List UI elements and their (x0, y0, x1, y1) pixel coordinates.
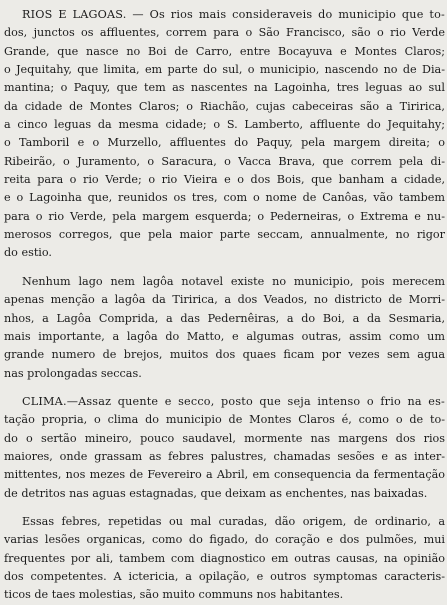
text-line: da cidade de Montes Claros; o Riachão, cujas cabeceiras são a Tiririca, (4, 99, 445, 113)
text-line: e o Lagoinha que, reunidos os tres, com o nome de Canôas, vão tambem (4, 191, 445, 205)
document-page (4, 6, 445, 602)
text-line: Ribeirão, o Juramento, o Saracura, o Vacca Brava, que correm pela di- (4, 154, 445, 168)
text-line: do o sertão mineiro, pouco saudavel, mormente nas margens dos rios (4, 431, 445, 445)
paragraph-clima (4, 393, 445, 503)
text-line: mais importante, a lagôa do Matto, e algumas outras, assim como um (4, 329, 445, 343)
paragraph-rios-e-lagoas (4, 6, 445, 263)
text-line: grande numero de brejos, muitos dos quaes ficam por vezes sem agua (4, 348, 445, 362)
paragraph-lagos (4, 273, 445, 383)
text-line: tação propria, o clima do municipio de Montes Claros é, como o de to- (4, 413, 445, 427)
text-line: do estio. (4, 246, 52, 260)
text-line: RIOS E LAGOAS. — Os rios mais consideraveis do municipio que to- (22, 8, 445, 21)
text-line: mantina; o Paquy, que tem as nascentes na Lagoinha, tres leguas ao sul (4, 81, 445, 95)
text-line: o Tamboril e o Murzello, affluentes do Paquy, pela margem direita; o (4, 136, 445, 150)
text-line: Nenhum lago nem lagôa notavel existe no municipio, pois merecem (22, 274, 445, 288)
text-line: de detritos nas aguas estagnadas, que deixam as enchentes, nas baixadas. (4, 486, 428, 500)
text-line: varias lesões organicas, como do figado, do coração e dos pulmões, mui (4, 533, 445, 547)
text-line: nas prolongadas seccas. (4, 366, 142, 380)
text-line: para o rio Verde, pela margem esquerda; o Pederneiras, o Extrema e nu- (4, 209, 445, 223)
text-line: maiores, onde grassam as febres palustres, chamadas sesões e as inter- (4, 449, 445, 463)
paragraph-febres (4, 513, 445, 605)
text-line: apenas menção a lagôa da Tiririca, a dos Veados, no districto de Morri- (4, 293, 445, 307)
text-line: reita para o rio Verde; o rio Vieira e o dos Bois, que banham a cidade, (4, 173, 445, 187)
text-line: dos, junctos os affluentes, correm para o São Francisco, são o rio Verde (4, 26, 445, 40)
text-line: CLIMA.—Assaz quente e secco, posto que seja intenso o frio na es- (22, 394, 445, 408)
text-line: mittentes, nos mezes de Fevereiro a Abril, em consequencia da fermentação (4, 468, 445, 482)
text-line: merosos corregos, que pela maior parte seccam, annualmente, no rigor (4, 228, 445, 242)
text-line: o Jequitahy, que limita, em parte do sul, o municipio, nascendo no de Dia- (4, 63, 445, 77)
text-line: frequentes por ali, tambem com diagnostico em outras causas, na opinião (4, 551, 445, 565)
text-line: Essas febres, repetidas ou mal curadas, dão origem, de ordinario, a (22, 514, 445, 528)
text-line: ticos de taes molestias, são muito communs nos habitantes. (4, 588, 344, 602)
text-line: nhos, a Lagôa Comprida, a das Pedernêiras, a do Boi, a da Sesmaria, (4, 311, 445, 325)
text-line: a cinco leguas da mesma cidade; o S. Lamberto, affluente do Jequitahy; (4, 118, 445, 132)
text-line: Grande, que nasce no Boi de Carro, entre Bocayuva e Montes Claros; (4, 44, 445, 58)
text-line: dos competentes. A ictericia, a opilação, e outros symptomas caracteris- (4, 569, 445, 583)
